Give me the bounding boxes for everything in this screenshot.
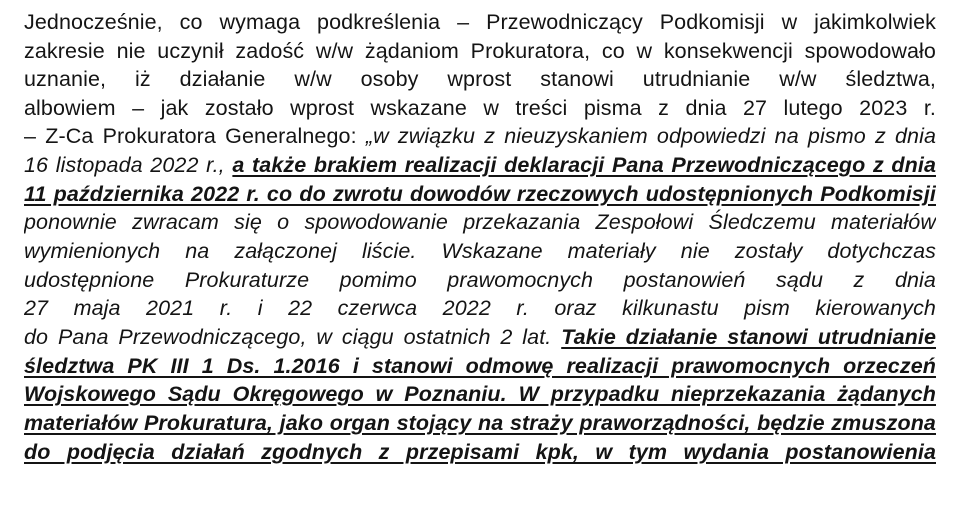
quoted-text: ponownie zwracam się o spowodowanie przekazania Zespołowi Śledczemu materiałów: [24, 210, 936, 234]
paragraph-line: [24, 438, 936, 467]
quoted-text: 27 maja 2021 r. i 22 czerwca 2022 r. oraz kilkunastu pism kierowanych: [24, 296, 936, 320]
paragraph-line: [24, 151, 936, 180]
paragraph-line: [24, 122, 936, 151]
emphasized-quoted-text: do podjęcia działań zgodnych z przepisami kpk, w tym wydania postanowienia: [24, 440, 936, 464]
body-text: zakresie nie uczynił zadość w/w żądaniom Prokuratora, co w konsekwencji spowodowało: [24, 39, 936, 63]
body-text: Jednocześnie, co wymaga podkreślenia – Przewodniczący Podkomisji w jakimkolwiek: [24, 10, 936, 34]
paragraph-line: [24, 65, 936, 94]
paragraph-line: [24, 94, 936, 123]
paragraph-line: [24, 352, 936, 381]
quoted-text: wymienionych na załączonej liście. Wskazane materiały nie zostały dotychczas: [24, 239, 936, 263]
body-text: uznanie, iż działanie w/w osoby wprost stanowi utrudnianie w/w śledztwa,: [24, 67, 936, 91]
paragraph-line: [24, 208, 936, 237]
emphasized-quoted-text: a także brakiem realizacji deklaracji Pana Przewodniczącego z dnia: [232, 153, 936, 177]
emphasized-quoted-text: materiałów Prokuratura, jako organ stojący na straży praworządności, będzie zmuszona: [24, 411, 936, 435]
emphasized-quoted-text: Takie działanie stanowi utrudnianie: [561, 325, 936, 349]
emphasized-quoted-text: 11 października 2022 r. co do zwrotu dowodów rzeczowych udostępnionych Podkomisji: [24, 182, 936, 206]
paragraph-line: [24, 180, 936, 209]
emphasized-quoted-text: śledztwa PK III 1 Ds. 1.2016 i stanowi odmowę realizacji prawomocnych orzeczeń: [24, 354, 936, 378]
body-text: albowiem – jak zostało wprost wskazane w treści pisma z dnia 27 lutego 2023 r.: [24, 96, 936, 120]
paragraph-line: [24, 323, 936, 352]
quoted-text: do Pana Przewodniczącego, w ciągu ostatnich 2 lat.: [24, 325, 562, 349]
quoted-text: udostępnione Prokuraturze pomimo prawomocnych postanowień sądu z dnia: [24, 268, 936, 292]
body-text: – Z-Ca Prokuratora Generalnego:: [24, 124, 366, 148]
paragraph-line: [24, 294, 936, 323]
quoted-text: 16 listopada 2022 r.,: [24, 153, 233, 177]
paragraph-line: [24, 409, 936, 438]
paragraph-line: [24, 237, 936, 266]
paragraph-line: [24, 8, 936, 37]
quoted-text: „w związku z nieuzyskaniem odpowiedzi na pismo z dnia: [365, 124, 936, 148]
paragraph-line: [24, 380, 936, 409]
emphasized-quoted-text: Wojskowego Sądu Okręgowego w Poznaniu. W przypadku nieprzekazania żądanych: [24, 382, 936, 406]
paragraph-line: [24, 37, 936, 66]
paragraph-line: [24, 266, 936, 295]
